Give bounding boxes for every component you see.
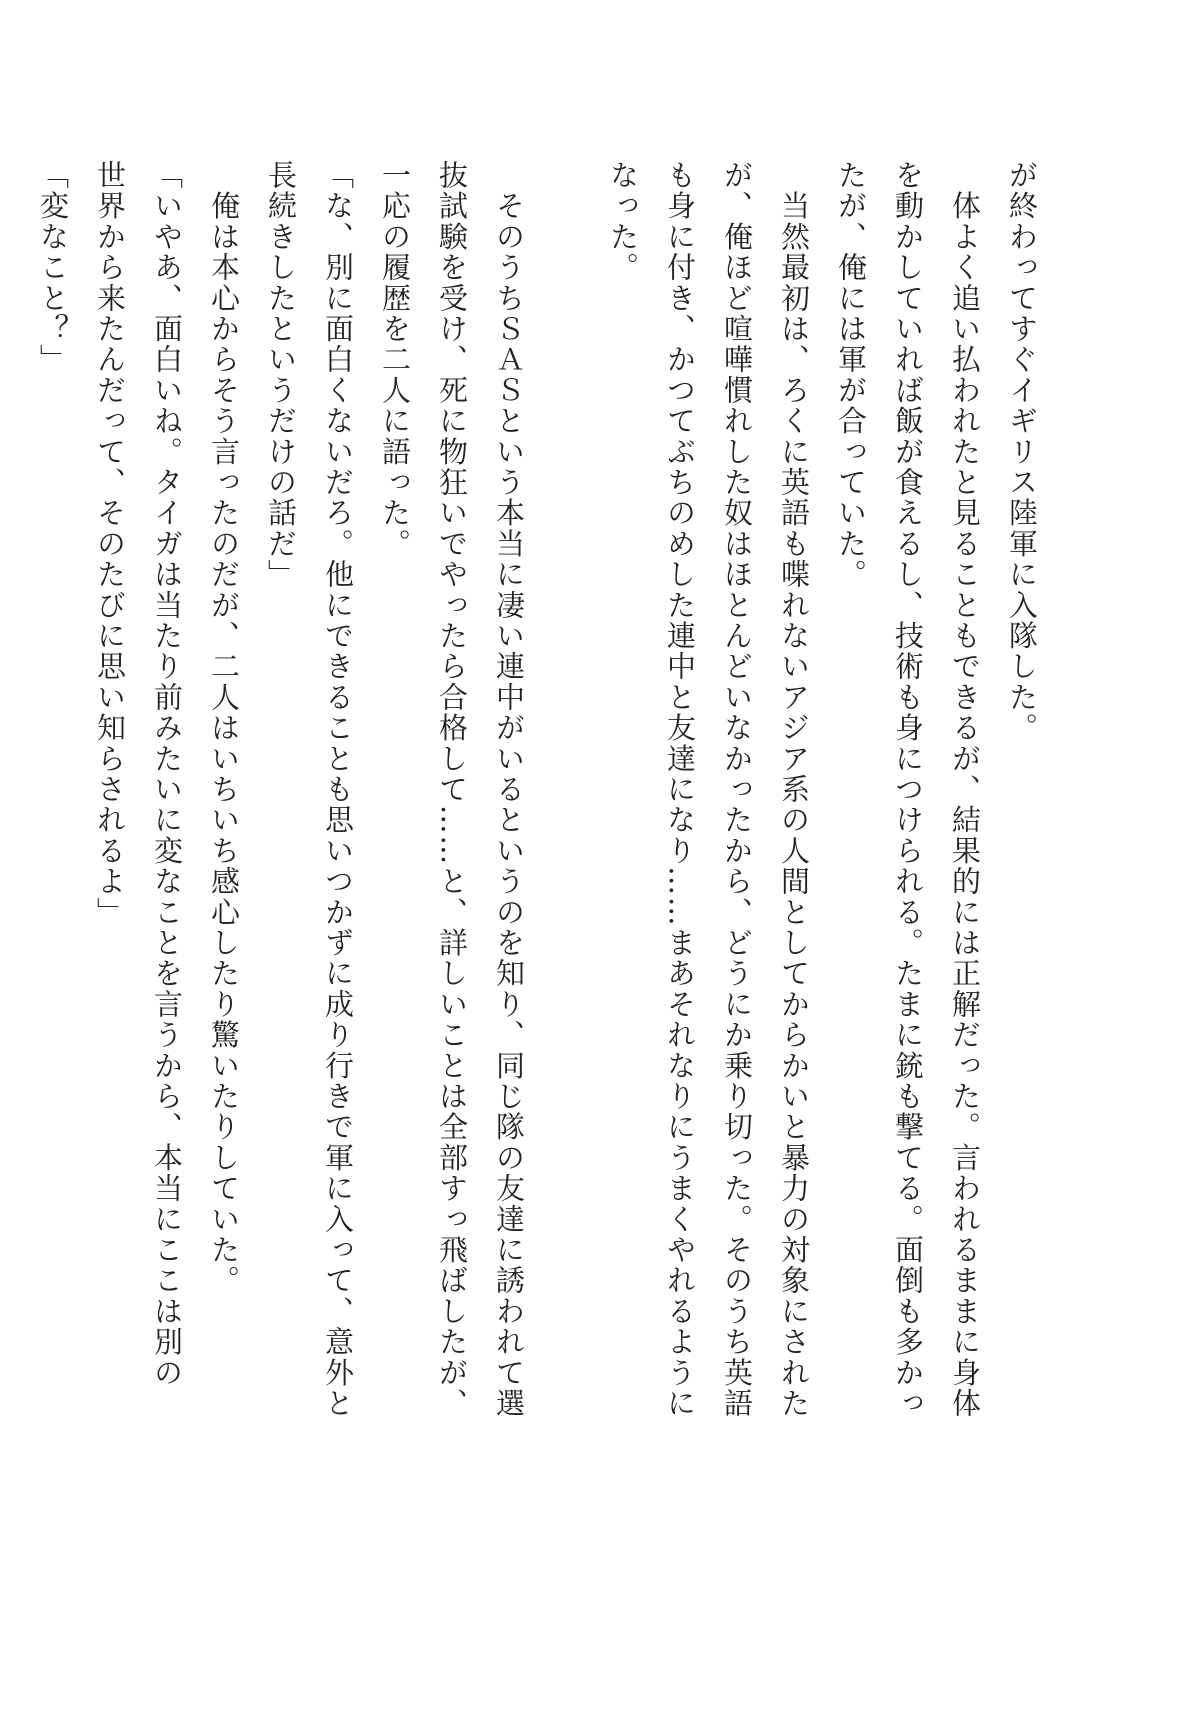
- text-line-13: 長続きしたというだけの話だ」: [264, 160, 298, 590]
- text-line-6: が、俺ほど喧嘩慣れした奴はほとんどいなかったから、どうにか乗り切った。そのうち英語: [720, 160, 754, 1419]
- text-line-1: が終わってすぐイギリス陸軍に入隊した。: [1005, 160, 1039, 744]
- text-line-11: 一応の履歴を二人に語った。: [378, 160, 412, 560]
- text-line-8: なった。: [606, 160, 640, 283]
- text-line-7: も身に付き、かつてぶちのめした連中と友達になり……まあそれなりにうまくやれるように: [663, 160, 697, 1419]
- text-line-4: たが、俺には軍が合っていた。: [834, 160, 868, 590]
- text-line-17: 「変なこと？」: [36, 160, 70, 375]
- text-line-3: を動かしていれば飯が食えるし、技術も身につけられる。たまに銃も撃てる。面倒も多かっ: [891, 160, 925, 1419]
- text-line-10: 抜試験を受け、死に物狂いでやったら合格して……と、詳しいことは全部すっ飛ばしたが、: [435, 160, 469, 1419]
- blank-line: [537, 160, 594, 1610]
- text-line-12: 「な、別に面白くないだろ。他にできることも思いつかずに成り行きで軍に入って、意外と: [321, 160, 355, 1419]
- text-line-15: 「いやあ、面白いね。タイガは当たり前みたいに変なことを言うから、本当にここは別の: [150, 160, 184, 1388]
- vertical-text-body: [24, 160, 1050, 1610]
- text-line-16: 世界から来たんだって、そのたびに思い知らされるよ」: [93, 160, 127, 928]
- text-line-14: 俺は本心からそう言ったのだが、二人はいちいち感心したり驚いたりしていた。: [207, 160, 241, 1296]
- text-line-2: 体よく追い払われたと見ることもできるが、結果的には正解だった。言われるままに身体: [948, 160, 982, 1419]
- text-line-9: そのうちＳＡＳという本当に凄い連中がいるというのを知り、同じ隊の友達に誘われて選: [492, 160, 526, 1419]
- text-line-5: 当然最初は、ろくに英語も喋れないアジア系の人間としてからかいと暴力の対象にされた: [777, 160, 811, 1419]
